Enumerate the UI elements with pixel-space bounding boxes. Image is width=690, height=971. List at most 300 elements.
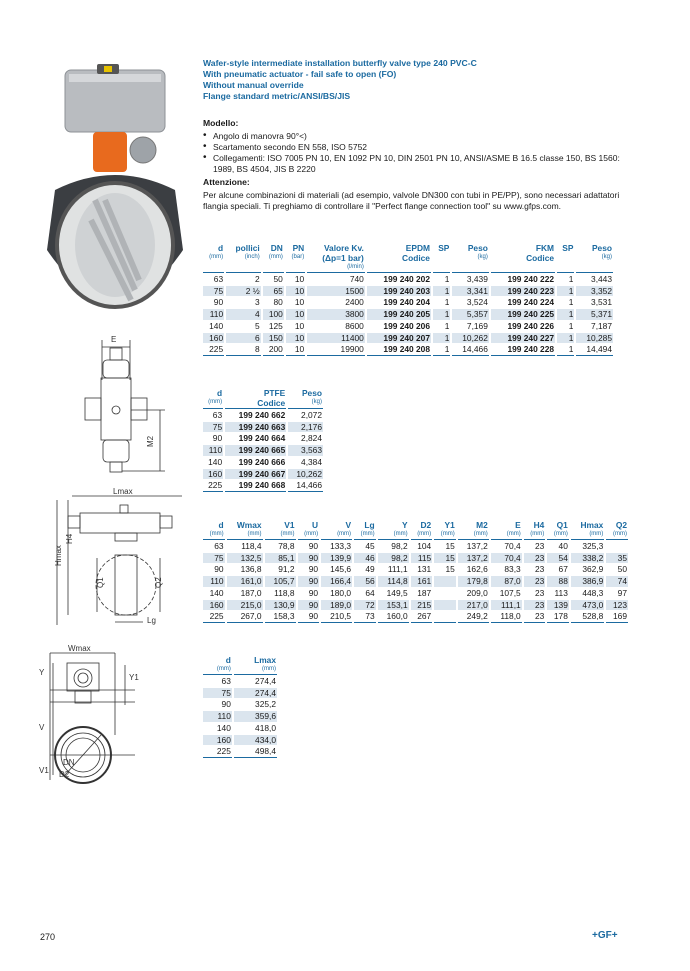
table-cell: 3,443 xyxy=(591,274,612,284)
header-unit: (kg) xyxy=(477,254,488,260)
table-cell: 199 240 662 xyxy=(238,410,286,420)
header-unit: (inch) xyxy=(244,254,260,260)
table-cell: 158,3 xyxy=(265,611,296,623)
table-cell: 160 xyxy=(203,735,232,746)
header-label: V1 xyxy=(284,520,295,530)
table-cell: 362,9 xyxy=(582,564,604,575)
table-cell: 40 xyxy=(558,541,568,551)
table-cell: 65 xyxy=(263,286,284,297)
table-cell: 3,439 xyxy=(466,274,488,284)
header-label: M2 xyxy=(476,520,488,530)
column-header xyxy=(226,243,261,273)
table-cell: 1 xyxy=(433,286,450,297)
header-label: SP xyxy=(438,243,450,253)
table-cell: 83,3 xyxy=(504,564,521,575)
table-cell: 90 xyxy=(298,600,320,611)
table-cell: 75 xyxy=(203,286,224,297)
header-label: d xyxy=(218,243,224,253)
table-cell: 10 xyxy=(286,309,305,320)
table-cell: 10 xyxy=(286,344,305,356)
header-label: Codice xyxy=(257,398,286,408)
table-cell: 217,0 xyxy=(458,600,489,611)
header-unit: (mm) xyxy=(209,254,224,260)
table-cell: 23 xyxy=(534,541,545,551)
list-item: • Scartamento secondo EN 558, ISO 5752 xyxy=(203,142,623,153)
column-header xyxy=(434,520,456,540)
header-label: Peso xyxy=(301,388,322,398)
table-cell: 325,2 xyxy=(255,699,276,710)
header-label: Hmax xyxy=(580,520,604,530)
table-cell: 249,2 xyxy=(458,611,489,623)
dim-label-dn: DN xyxy=(63,758,75,767)
column-header xyxy=(286,243,305,273)
table-cell: 1 xyxy=(568,320,574,331)
header-unit: (mm) xyxy=(304,531,319,537)
table-cell: 140 xyxy=(209,320,224,331)
column-header xyxy=(606,520,628,540)
table-cell: 2 xyxy=(255,274,260,284)
header-label: d xyxy=(225,655,231,665)
table-cell: 359,6 xyxy=(234,711,277,722)
table-row xyxy=(203,274,613,285)
header-label: E xyxy=(515,520,521,530)
table-cell: 133,3 xyxy=(330,541,352,551)
table-cell: 14,466 xyxy=(452,344,488,356)
table-cell: 70,4 xyxy=(491,553,522,564)
header-label: FKM xyxy=(535,243,555,253)
table-cell: 153,1 xyxy=(378,600,409,611)
table-cell: 267 xyxy=(411,611,433,623)
header-label: Wmax xyxy=(236,520,262,530)
table-cell: 23 xyxy=(524,600,546,611)
table-cell: 2,176 xyxy=(288,422,323,433)
column-header xyxy=(378,520,409,540)
attenzione-text: Per alcune combinazioni di materiali (ad esempio, valvole DN300 con tubi in PE/PP), sono necessari adattatori flangia speciali. Ti preghiamo di controllare il "Perfect flange connection tool" su www.gfps.com. xyxy=(203,190,620,211)
header-unit: (l/min) xyxy=(347,264,364,270)
table-cell: 160 xyxy=(203,600,225,611)
table-cell: 74 xyxy=(606,576,628,587)
table-cell: 118,0 xyxy=(491,611,522,623)
table-cell: 199 240 206 xyxy=(383,320,430,331)
column-header xyxy=(458,520,489,540)
table-cell: 75 xyxy=(203,553,225,564)
table-cell: 418,0 xyxy=(255,722,276,733)
dim-label-lmax: Lmax xyxy=(113,487,133,496)
table-cell: 23 xyxy=(534,587,545,598)
table-cell: 3,341 xyxy=(452,286,488,297)
table-cell: 225 xyxy=(203,480,223,492)
table-cell: 10,262 xyxy=(288,469,323,480)
table-cell xyxy=(434,600,456,611)
table-cell: 50 xyxy=(617,564,627,575)
table-cell: 199 240 226 xyxy=(507,320,555,331)
header-label: (Δp=1 bar) xyxy=(322,253,364,263)
table-cell: 15 xyxy=(445,564,455,575)
column-header xyxy=(547,520,569,540)
table-cell: 23 xyxy=(524,576,546,587)
header-unit: (mm) xyxy=(268,254,283,260)
table-cell: 4,384 xyxy=(301,456,322,467)
table-cell: 434,0 xyxy=(234,735,277,746)
header-label: Lmax xyxy=(254,655,276,665)
table-cell: 73 xyxy=(354,611,376,623)
table-cell: 23 xyxy=(534,564,545,575)
table-cell: 98,2 xyxy=(391,541,408,551)
column-header xyxy=(491,520,522,540)
header-label: U xyxy=(312,520,319,530)
table-cell: 97 xyxy=(617,587,627,598)
table-cell: 118,4 xyxy=(241,541,262,551)
table-cell: 199 240 205 xyxy=(367,309,431,320)
table-cell: 5,371 xyxy=(576,309,613,320)
table-cell: 199 240 665 xyxy=(225,445,286,456)
table-cell: 90 xyxy=(298,553,320,564)
dim-label-m2: M2 xyxy=(146,435,155,447)
table-cell: 10 xyxy=(286,333,305,344)
table-cell: 139,9 xyxy=(321,553,352,564)
table-cell: 107,5 xyxy=(499,587,521,598)
table-cell: 4 xyxy=(226,309,261,320)
table-row xyxy=(203,286,613,297)
table-row xyxy=(203,309,613,320)
table-cell: 166,4 xyxy=(321,576,352,587)
table-cell: 140 xyxy=(208,456,223,467)
table-cell: 105,7 xyxy=(265,576,296,587)
list-item: • Angolo di manovra 90°<) xyxy=(203,131,623,142)
table-row xyxy=(203,297,613,308)
table-cell: 23 xyxy=(524,553,546,564)
table-cell: 267,0 xyxy=(227,611,263,623)
header-unit: (mm) xyxy=(506,531,521,537)
table-cell: 3,524 xyxy=(466,297,488,308)
table-cell: 199 240 666 xyxy=(238,456,286,467)
valve-product-image xyxy=(35,50,195,320)
header-label: Lg xyxy=(364,520,375,530)
table-cell: 63 xyxy=(214,541,224,551)
table-cell: 199 240 224 xyxy=(507,297,555,308)
table-cell: 187,0 xyxy=(240,587,262,598)
table-cell: 3800 xyxy=(307,309,365,320)
table-cell: 199 240 207 xyxy=(367,333,431,344)
table-cell: 1 xyxy=(433,309,450,320)
header-unit: (mm) xyxy=(209,531,224,537)
table-cell: 136,8 xyxy=(240,564,262,575)
table-cell: 132,5 xyxy=(227,553,263,564)
column-header xyxy=(433,243,450,273)
table-cell: 75 xyxy=(203,422,223,433)
column-header xyxy=(307,243,365,273)
table-cell: 139 xyxy=(547,600,569,611)
table-cell: 3,531 xyxy=(591,297,612,308)
header-unit: (mm) xyxy=(360,531,375,537)
table-cell xyxy=(434,588,456,599)
title-line: With pneumatic actuator - fail safe to open (FO) xyxy=(203,69,397,79)
table-cell: 215 xyxy=(411,600,433,611)
header-label: Q2 xyxy=(615,520,627,530)
table-cell: 7,187 xyxy=(591,320,612,331)
table-cell: 386,9 xyxy=(571,576,604,587)
table-cell: 113 xyxy=(554,587,568,598)
column-header xyxy=(452,243,488,273)
table-cell: 88 xyxy=(547,576,569,587)
table-cell: 111,1 xyxy=(491,600,522,611)
table-cell xyxy=(434,611,456,623)
gf-logo: +GF+ xyxy=(592,930,618,941)
table-cell: 91,2 xyxy=(278,564,295,575)
header-unit: (kg) xyxy=(601,254,612,260)
table-cell: 199 240 223 xyxy=(491,286,555,297)
table-cell: 3,352 xyxy=(576,286,613,297)
table-cell: 200 xyxy=(263,344,284,356)
column-header xyxy=(557,243,574,273)
table-cell: 104 xyxy=(417,541,432,551)
table-cell: 2,824 xyxy=(301,433,322,444)
table-cell: 14,466 xyxy=(288,480,323,492)
table-cell: 110 xyxy=(203,711,232,722)
table-cell: 15 xyxy=(434,553,456,564)
header-label: pollici xyxy=(235,243,260,253)
table-cell: 169 xyxy=(606,611,628,623)
table-cell: 325,3 xyxy=(582,541,604,551)
table-cell: 90 xyxy=(308,541,319,551)
product-title xyxy=(203,58,477,102)
table-cell: 199 240 225 xyxy=(491,309,555,320)
table-cell: 180,0 xyxy=(330,587,352,598)
dim-label-v: V xyxy=(39,723,45,732)
header-label: d xyxy=(217,388,223,398)
table-cell: 63 xyxy=(221,676,231,686)
table-cell: 140 xyxy=(209,587,224,598)
table-cell: 90 xyxy=(308,564,319,575)
table-cell: 225 xyxy=(203,611,225,623)
table-cell: 49 xyxy=(365,564,375,575)
table-cell: 90 xyxy=(298,576,320,587)
front-view-drawing xyxy=(35,645,265,785)
header-unit: (mm) xyxy=(247,531,262,537)
header-unit: (mm) xyxy=(530,531,545,537)
header-label: Y xyxy=(402,520,408,530)
table-cell: 90 xyxy=(308,587,319,598)
table-cell: 1 xyxy=(433,333,450,344)
table-cell: 123 xyxy=(606,600,628,611)
table-cell: 8600 xyxy=(345,320,364,331)
column-header xyxy=(524,520,546,540)
table-cell: 35 xyxy=(606,553,628,564)
table-cell: 98,2 xyxy=(378,553,409,564)
table-cell: 87,0 xyxy=(491,576,522,587)
table-cell: 110 xyxy=(203,309,224,320)
table-cell: 118,8 xyxy=(274,587,295,598)
table-cell: 63 xyxy=(212,410,223,420)
column-header xyxy=(263,243,284,273)
dim-label-y: Y xyxy=(39,668,45,677)
table-cell: 145,6 xyxy=(330,564,352,575)
table-cell: 6 xyxy=(226,333,261,344)
column-header xyxy=(367,243,431,273)
table-cell: 1 xyxy=(433,344,450,356)
table-cell: 149,5 xyxy=(386,587,408,598)
table-cell xyxy=(434,576,456,587)
dim-label-e: E xyxy=(111,335,117,344)
table-cell: 3,563 xyxy=(288,445,323,456)
table-cell: 2,072 xyxy=(301,410,322,420)
table-cell: 111,1 xyxy=(387,564,408,575)
header-unit: (mm) xyxy=(280,531,295,537)
header-unit: (mm) xyxy=(553,531,568,537)
table-cell: 1 xyxy=(444,274,450,284)
table-cell: 80 xyxy=(273,297,283,308)
table-cell: 15 xyxy=(445,541,455,551)
table-cell: 1 xyxy=(444,320,450,331)
table-cell: 161,0 xyxy=(227,576,263,587)
table-cell: 14,494 xyxy=(576,344,613,356)
header-unit: (mm) xyxy=(393,531,408,537)
table-cell: 67 xyxy=(558,564,568,575)
table-cell: 1500 xyxy=(307,286,365,297)
header-label: EPDM xyxy=(405,243,430,253)
header-label: PTFE xyxy=(263,388,286,398)
table-cell: 90 xyxy=(214,564,224,575)
header-label: H4 xyxy=(533,520,545,530)
modello-list xyxy=(203,131,623,175)
header-label: Valore Kv. xyxy=(323,243,364,253)
table-cell: 7,169 xyxy=(466,320,488,331)
header-label: DN xyxy=(270,243,283,253)
table-cell: 160 xyxy=(203,333,224,344)
table-cell: 78,8 xyxy=(278,541,295,551)
table-cell: 199 240 667 xyxy=(225,469,286,480)
table-cell: 110 xyxy=(203,445,223,456)
table-cell: 100 xyxy=(263,309,284,320)
table-cell: 11400 xyxy=(307,333,365,344)
attenzione-heading: Attenzione: xyxy=(203,177,250,187)
header-unit: (mm) xyxy=(440,531,455,537)
dim-label-q1: Q1 xyxy=(96,577,105,588)
table-cell: 50 xyxy=(273,274,283,284)
dim-label-h4: H4 xyxy=(65,533,74,544)
table-cell: 199 240 208 xyxy=(367,344,431,356)
column-header xyxy=(491,243,555,273)
table-cell: 215,0 xyxy=(227,600,263,611)
dim-label-d2: D2 xyxy=(59,770,70,779)
table-cell: 1 xyxy=(557,344,574,356)
header-label: Y1 xyxy=(444,520,455,530)
table-cell: 199 240 222 xyxy=(507,274,555,284)
table-cell: 137,2 xyxy=(458,553,489,564)
table-cell: 90 xyxy=(213,297,224,308)
table-cell: 178 xyxy=(547,611,569,623)
table-cell: 1 xyxy=(557,333,574,344)
dim-label-hmax: Hmax xyxy=(54,545,63,566)
table-cell: 274,4 xyxy=(255,676,276,686)
table-cell: 10 xyxy=(294,320,305,331)
header-label: Peso xyxy=(467,243,488,253)
table-cell: 90 xyxy=(221,699,231,710)
table-cell: 162,6 xyxy=(466,564,488,575)
header-unit: (mm) xyxy=(262,666,276,672)
table-cell: 3 xyxy=(255,297,260,308)
header-unit: (mm) xyxy=(589,531,604,537)
table-cell: 115 xyxy=(411,553,433,564)
table-cell: 45 xyxy=(365,541,375,551)
table-cell: 75 xyxy=(203,688,232,699)
table-cell: 187 xyxy=(417,587,432,598)
table-cell: 23 xyxy=(524,611,546,623)
table-cell: 448,3 xyxy=(582,587,604,598)
header-label: Codice xyxy=(402,253,430,263)
header-label: d xyxy=(218,520,224,530)
table-cell: 160,0 xyxy=(378,611,409,623)
table-cell: 161 xyxy=(411,576,433,587)
table-cell: 528,8 xyxy=(571,611,604,623)
table-cell: 338,2 xyxy=(571,553,604,564)
table-cell: 10 xyxy=(286,286,305,297)
table-cell: 10 xyxy=(294,297,305,308)
table-cell: 1 xyxy=(557,309,574,320)
table-cell: 114,8 xyxy=(378,576,409,587)
table-cell: 199 240 202 xyxy=(383,274,430,284)
header-label: V xyxy=(345,520,352,530)
table-cell: 63 xyxy=(213,274,224,284)
table-cell: 199 240 664 xyxy=(238,433,286,444)
table-cell: 10,262 xyxy=(452,333,488,344)
table-cell: 2 ½ xyxy=(226,286,261,297)
table-cell: 10 xyxy=(294,274,305,284)
table-cell: 1 xyxy=(444,297,450,308)
table-cell: 199 240 203 xyxy=(367,286,431,297)
table-cell: 90 xyxy=(298,611,320,623)
header-unit: (mm) xyxy=(417,531,432,537)
table-cell: 130,9 xyxy=(265,600,296,611)
table-cell: 225 xyxy=(203,746,232,758)
header-unit: (kg) xyxy=(311,399,322,405)
column-header xyxy=(354,520,376,540)
header-unit: (bar) xyxy=(291,254,305,260)
table-cell: 46 xyxy=(354,553,376,564)
table-cell: 498,4 xyxy=(234,746,277,758)
description xyxy=(203,118,623,212)
column-header xyxy=(411,520,433,540)
modello-heading: Modello: xyxy=(203,118,239,128)
table-cell: 64 xyxy=(365,587,375,598)
table-cell: 56 xyxy=(354,576,376,587)
column-header xyxy=(571,520,604,540)
header-label: Q1 xyxy=(556,520,568,530)
table-cell: 274,4 xyxy=(234,688,277,699)
table-cell: 189,0 xyxy=(321,600,352,611)
table-cell: 740 xyxy=(349,274,364,284)
title-line: Flange standard metric/ANSI/BS/JIS xyxy=(203,91,351,101)
side-view-drawing xyxy=(35,330,335,630)
table-cell: 8 xyxy=(226,344,261,356)
table-cell: 2400 xyxy=(345,297,364,308)
header-unit: (mm) xyxy=(208,399,223,405)
table-cell: 54 xyxy=(547,553,569,564)
header-label: D2 xyxy=(420,520,432,530)
table-cell: 140 xyxy=(216,722,231,733)
table-cell: 137,2 xyxy=(466,541,488,551)
table-cell: 225 xyxy=(203,344,224,356)
title-line: Wafer-style intermediate installation butterfly valve type 240 PVC-C xyxy=(203,58,477,68)
dim-label-wmax: Wmax xyxy=(68,645,91,653)
page-number: 270 xyxy=(40,932,56,942)
table-cell xyxy=(606,541,628,552)
table-cell: 5,357 xyxy=(452,309,488,320)
table-cell: 199 240 204 xyxy=(383,297,430,308)
table-cell: 72 xyxy=(354,600,376,611)
table-cell: 10,285 xyxy=(576,333,613,344)
table-cell: 473,0 xyxy=(571,600,604,611)
